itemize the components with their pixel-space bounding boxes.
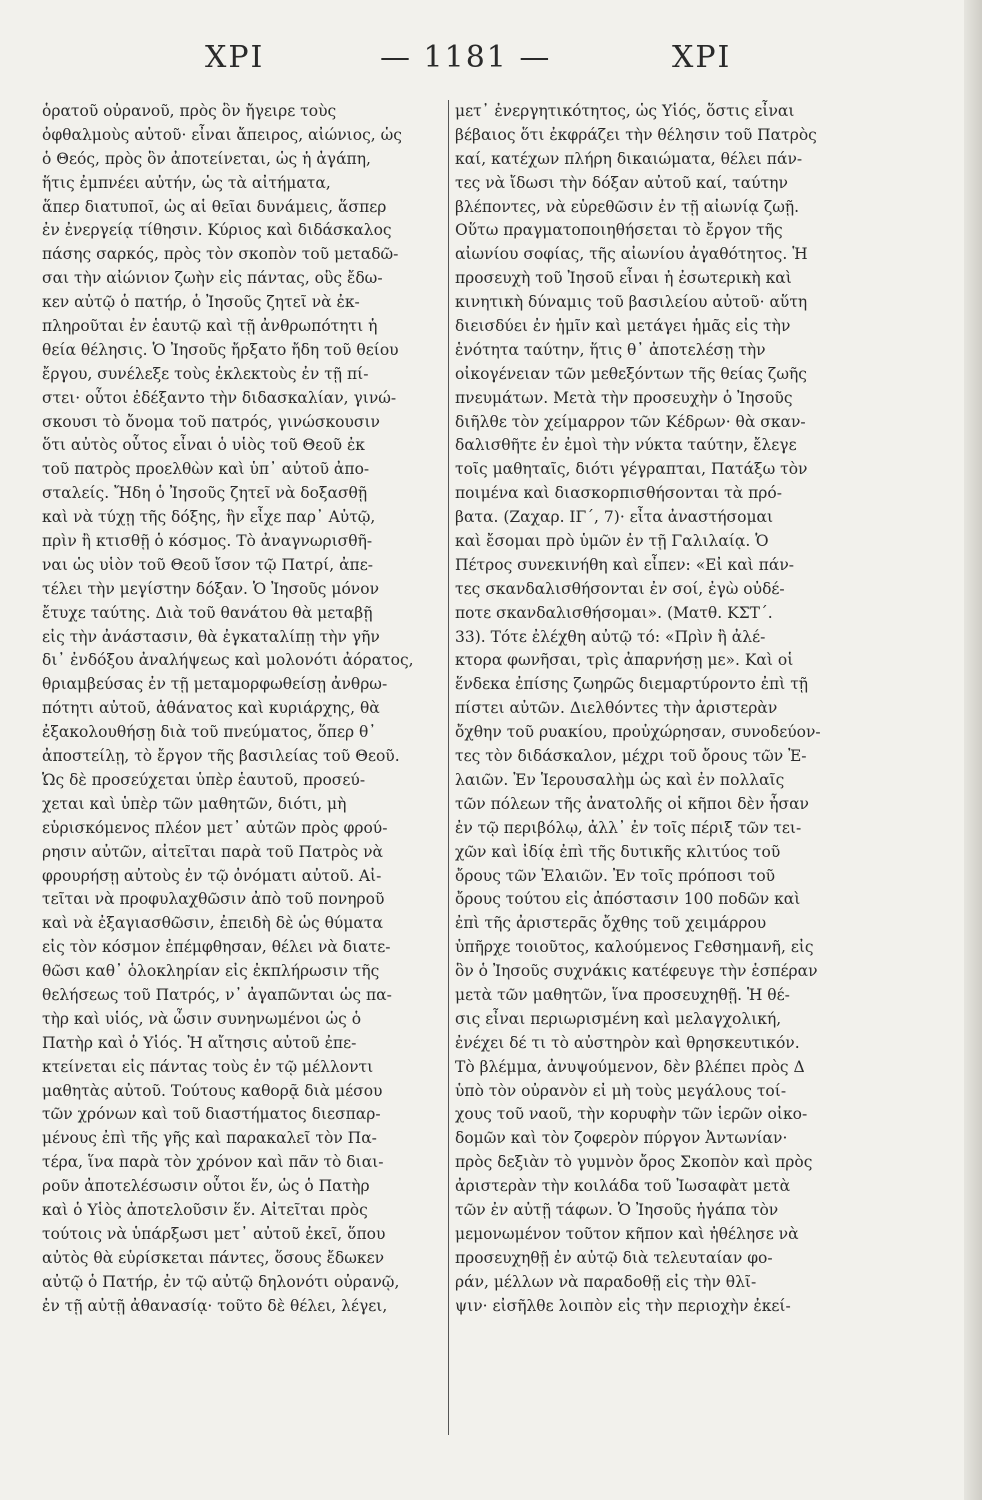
text-line: ὑπῆρχε τοιοῦτος, καλούμενος Γεθσημανῆ, εἰς [455,938,814,957]
text-line: μεμονωμένον τοῦτον κῆπον καὶ ἠθέλησε νὰ [455,1224,799,1243]
text-line: ὁρατοῦ οὐρανοῦ, πρὸς ὃν ἤγειρε τοὺς [42,102,337,120]
text-line: ποτε σκανδαλισθήσομαι». (Ματθ. ΚΣΤ΄. [455,603,773,622]
text-line: αἰωνίου σοφίας, τῆς αἰωνίου ἀγαθότητος. Ἡ [455,245,808,264]
text-line: Πατὴρ καὶ ὁ Υἱός. Ἡ αἴτησις αὐτοῦ ἐπε- [42,1033,357,1052]
text-line: θεία θέλησις. Ὁ Ἰησοῦς ἤρξατο ἤδη τοῦ θείου [42,340,399,359]
text-line: δαλισθῆτε ἐν ἐμοὶ τὴν νύκτα ταύτην, ἔλεγε [455,436,797,455]
text-line: προσευχηθῇ ἐν αὐτῷ διὰ τελευταίαν φο- [455,1248,773,1267]
text-line: ὄχθην τοῦ ρυακίου, προὐχώρησαν, συνοδεύον- [455,723,821,742]
text-line: τες νὰ ἴδωσι τὴν δόξαν αὐτοῦ καί, ταύτην [455,173,788,192]
text-line: ὑπὸ τὸν οὐρανὸν εἰ μὴ τοὺς μεγάλους τοί- [455,1081,787,1100]
text-line: τούτοις νὰ ὑπάρξωσι μετ᾽ αὐτοῦ ἐκεῖ, ὅπου [42,1224,386,1243]
text-line: 33). Τότε ἐλέχθη αὐτῷ τό: «Πρὶν ἢ ἀλέ- [455,627,766,646]
text-line: μαθητὰς αὐτοῦ. Τούτους καθορᾷ διὰ μέσου [42,1081,383,1100]
text-line: ποιμένα καὶ διασκορπισθήσονται τὰ πρό- [455,484,782,503]
text-line: ἥτις ἐμπνέει αὐτήν, ὡς τὰ αἰτήματα, [42,173,331,192]
text-line: ὀφθαλμοὺς αὐτοῦ· εἶναι ἄπειρος, αἰώνιος, ὡς [42,125,402,144]
right-text-column [455,100,863,1318]
text-line: καὶ ἔσομαι πρὸ ὑμῶν ἐν τῇ Γαλιλαίᾳ. Ὁ [455,532,769,551]
text-line: ἐν τῷ περιβόλῳ, ἀλλ᾽ ἐν τοῖς πέριξ τῶν τει- [455,818,802,837]
text-line: λαιῶν. Ἐν Ἱερουσαλὴμ ὡς καὶ ἐν πολλαῖς [455,770,785,789]
text-line: τοῦ πατρὸς προελθὼν καὶ ὑπ᾽ αὐτοῦ ἀπο- [42,460,370,479]
text-line: ἅπερ διατυποῖ, ὡς αἱ θεῖαι δυνάμεις, ἅσπερ [42,197,387,216]
text-line: ἐνέχει δέ τι τὸ αὐστηρὸν καὶ θρησκευτικόν. [455,1033,800,1052]
text-line: ὄρους τῶν Ἐλαιῶν. Ἐν τοῖς πρόποσι τοῦ [455,866,776,885]
text-line: εἰς τὸν κόσμον ἐπέμφθησαν, θέλει νὰ διατε- [42,938,391,957]
text-line: καὶ ὁ Υἱὸς ἀποτελοῦσιν ἕν. Αἰτεῖται πρὸς [42,1200,368,1219]
text-line: τεῖται νὰ προφυλαχθῶσιν ἀπὸ τοῦ πονηροῦ [42,890,385,909]
text-line: καὶ νὰ ἐξαγιασθῶσιν, ἐπειδὴ δὲ ὡς θύματα [42,914,383,933]
text-line: βατα. (Ζαχαρ. ΙΓ΄, 7)· εἶτα ἀναστήσομαι [455,508,774,527]
text-line: μένους ἐπὶ τῆς γῆς καὶ παρακαλεῖ τὸν Πα- [42,1129,377,1148]
text-line: ἐξακολουθήσῃ διὰ τοῦ πνεύματος, ὅπερ θ᾽ [42,723,377,742]
text-line: τες σκανδαλισθήσονται ἐν σοί, ἐγὼ οὐδέ- [455,579,785,598]
text-line: ρησιν αὐτῶν, αἰτεῖται παρὰ τοῦ Πατρὸς νὰ [42,842,383,861]
running-header [0,40,982,90]
text-line: διεισδύει ἐν ἡμῖν καὶ μετάγει ἡμᾶς εἰς τὴν [455,317,791,336]
text-line: πνευμάτων. Μετὰ τὴν προσευχὴν ὁ Ἰησοῦς [455,388,793,407]
text-line: πληροῦται ἐν ἑαυτῷ καὶ τῇ ἀνθρωπότητι ἡ [42,317,378,336]
text-line: ἕνδεκα ἐπίσης ζωηρῶς διεμαρτύροντο ἐπὶ τῇ [455,675,809,694]
text-line: πότητι αὐτοῦ, ἀθάνατος καὶ κυριάρχης, θὰ [42,699,380,718]
text-line: ἐν τῇ αὐτῇ ἀθανασίᾳ· τοῦτο δὲ θέλει, λέγει, [42,1296,388,1315]
text-line: εἰς τὴν ἀνάστασιν, θὰ ἐγκαταλίπῃ τὴν γῆν [42,627,380,646]
text-line: διῆλθε τὸν χείμαρρον τῶν Κέδρων· θὰ σκαν- [455,412,806,431]
header-left-keyword: ΧΡΙ [205,40,265,75]
text-line: τὴρ καὶ υἱός, νὰ ὦσιν συνηνωμένοι ὡς ὁ [42,1009,362,1028]
text-line: ψιν· εἰσῆλθε λοιπὸν εἰς τὴν περιοχὴν ἐκεί- [455,1296,791,1315]
text-line: βλέποντες, νὰ εὑρεθῶσιν ἐν τῇ αἰωνίᾳ ζωῇ. [455,197,800,216]
text-line: καὶ νὰ τύχῃ τῆς δόξης, ἣν εἶχε παρ᾽ Αὐτῷ, [42,508,376,527]
text-line: ἐπὶ τῆς ἀριστερᾶς ὄχθης τοῦ χειμάρρου [455,914,767,933]
text-line: πίστει αὐτῶν. Διελθόντες τὴν ἀριστερὰν [455,699,778,718]
page-number: — 1181 — [380,40,552,75]
text-line: αὐτῷ ὁ Πατήρ, ἐν τῷ αὐτῷ δηλονότι οὐρανῷ, [42,1272,400,1291]
text-line: θῶσι καθ᾽ ὁλοκληρίαν εἰς ἐκπλήρωσιν τῆς [42,962,380,981]
text-line: θριαμβεύσας ἐν τῇ μεταμορφωθείσῃ ἀνθρω- [42,675,388,694]
text-line: Τὸ βλέμμα, ἀνυψούμενον, δὲν βλέπει πρὸς Δ [455,1057,805,1076]
text-line: κινητικὴ δύναμις τοῦ βασιλείου αὐτοῦ· αὕτη [455,293,808,312]
text-line: ὅτι αὐτὸς οὗτος εἶναι ὁ υἱὸς τοῦ Θεοῦ ἐκ [42,436,365,455]
text-line: πρὶν ἢ κτισθῇ ὁ κόσμος. Τὸ ἀναγνωρισθῆ- [42,532,373,551]
text-line: κτείνεται εἰς πάντας τοὺς ἐν τῷ μέλλοντι [42,1057,374,1076]
text-line: ὃν ὁ Ἰησοῦς συχνάκις κατέφευγε τὴν ἑσπέραν [455,962,818,981]
text-line: χεται καὶ ὑπὲρ τῶν μαθητῶν, διότι, μὴ [42,794,347,813]
column-divider [448,100,449,1435]
left-text-column [42,100,450,1318]
text-line: πάσης σαρκός, πρὸς τὸν σκοπὸν τοῦ μεταδῶ- [42,245,399,264]
text-line: ἔργου, συνέλεξε τοὺς ἐκλεκτοὺς ἐν τῇ πί- [42,364,369,383]
text-line: Πέτρος συνεκινήθη καὶ εἶπεν: «Εἰ καὶ πάν- [455,555,794,574]
text-line: ἑνότητα ταύτην, ἥτις θ᾽ ἀποτελέσῃ τὴν [455,340,766,359]
text-line: ὄρους τούτου εἰς ἀπόστασιν 100 ποδῶν καὶ [455,890,801,909]
text-line: ἔτυχε ταύτης. Διὰ τοῦ θανάτου θὰ μεταβῇ [42,603,373,622]
text-line: σκουσι τὸ ὄνομα τοῦ πατρός, γινώσκουσιν [42,412,380,431]
text-line: τῶν πόλεων τῆς ἀνατολῆς οἱ κῆποι δὲν ἦσαν [455,794,809,813]
text-line: φρουρήσῃ αὐτοὺς ἐν τῷ ὀνόματι αὐτοῦ. Αἰ- [42,866,382,885]
text-line: σαι τὴν αἰώνιον ζωὴν εἰς πάντας, οὓς ἔδω- [42,269,383,288]
text-line: προσευχὴ τοῦ Ἰησοῦ εἶναι ἡ ἐσωτερικὴ καὶ [455,269,792,288]
text-line: καί, κατέχων πλήρη δικαιώματα, θέλει πάν- [455,149,803,168]
text-line: τέλει τὴν μεγίστην δόξαν. Ὁ Ἰησοῦς μόνον [42,579,379,598]
text-line: χους τοῦ ναοῦ, τὴν κορυφὴν τῶν ἱερῶν οἰκο- [455,1105,808,1124]
text-line: ροῦν ἀποτελέσωσιν οὗτοι ἕν, ὡς ὁ Πατὴρ [42,1177,370,1196]
text-line: τέρα, ἵνα παρὰ τὸν χρόνον καὶ πᾶν τὸ διαι- [42,1153,384,1172]
text-line: μετ᾽ ἐνεργητικότητος, ὡς Υἱός, ὅστις εἶναι [455,102,795,120]
text-line: εὑρισκόμενος πλέον μετ᾽ αὐτῶν πρὸς φρού- [42,818,388,837]
text-line: κεν αὐτῷ ὁ πατήρ, ὁ Ἰησοῦς ζητεῖ νὰ ἐκ- [42,293,360,312]
text-line: τῶν ἐν αὐτῇ τάφων. Ὁ Ἰησοῦς ἠγάπα τὸν [455,1200,779,1219]
text-line: χῶν καὶ ἰδίᾳ ἐπὶ τῆς δυτικῆς κλιτύος τοῦ [455,842,781,861]
text-line: δι᾽ ἐνδόξου ἀναλήψεως καὶ μολονότι ἀόρατος, [42,651,414,670]
text-line: στει· οὗτοι ἐδέξαντο τὴν διδασκαλίαν, γινώ- [42,388,397,407]
text-line: σταλείς. Ἤδη ὁ Ἰησοῦς ζητεῖ νὰ δοξασθῇ [42,484,368,503]
text-line: ράν, μέλλων νὰ παραδοθῇ εἰς τὴν θλῖ- [455,1272,757,1291]
header-right-keyword: ΧΡΙ [672,40,732,75]
text-line: μετὰ τῶν μαθητῶν, ἵνα προσευχηθῇ. Ἡ θέ- [455,985,790,1004]
text-line: Οὕτω πραγματοποιηθήσεται τὸ ἔργον τῆς [455,221,783,240]
text-line: αὐτὸς θὰ εὑρίσκεται πάντες, ὅσους ἔδωκεν [42,1248,385,1267]
text-line: τῶν χρόνων καὶ τοῦ διαστήματος διεσπαρ- [42,1105,381,1124]
text-line: δομῶν καὶ τὸν ζοφερὸν πύργον Ἀντωνίαν· [455,1129,788,1148]
text-line: βέβαιος ὅτι ἐκφράζει τὴν θέλησιν τοῦ Πατρὸς [455,125,817,144]
text-line: σις εἶναι περιωρισμένη καὶ μελαγχολική, [455,1009,782,1028]
text-line: κτορα φωνῆσαι, τρὶς ἀπαρνήσῃ με». Καὶ οἱ [455,651,794,670]
text-line: τες τὸν διδάσκαλον, μέχρι τοῦ ὄρους τῶν Ἐ- [455,747,807,766]
text-line: θελήσεως τοῦ Πατρός, ν᾽ ἀγαπῶνται ὡς πα- [42,985,392,1004]
text-line: ἀριστερὰν τὴν κοιλάδα τοῦ Ἰωσαφὰτ μετὰ [455,1177,791,1196]
text-line: τοῖς μαθηταῖς, διότι γέγραπται, Πατάξω τὸν [455,460,808,479]
page-edge [964,0,982,1500]
text-line: ὁ Θεός, πρὸς ὃν ἀποτείνεται, ὡς ἡ ἀγάπη, [42,149,371,168]
text-line: οἰκογένειαν τῶν μεθεξόντων τῆς θείας ζωῆς [455,364,807,383]
text-line: ναι ὡς υἱὸν τοῦ Θεοῦ ἴσον τῷ Πατρί, ἀπε- [42,555,374,574]
text-line: ἐν ἐνεργείᾳ τίθησιν. Κύριος καὶ διδάσκαλος [42,221,392,240]
text-line: ἀποστείλῃ, τὸ ἔργον τῆς βασιλείας τοῦ Θεοῦ. [42,747,400,766]
text-line: Ὡς δὲ προσεύχεται ὑπὲρ ἑαυτοῦ, προσεύ- [42,770,366,789]
text-line: πρὸς δεξιὰν τὸ γυμνὸν ὄρος Σκοπὸν καὶ πρὸς [455,1153,813,1172]
